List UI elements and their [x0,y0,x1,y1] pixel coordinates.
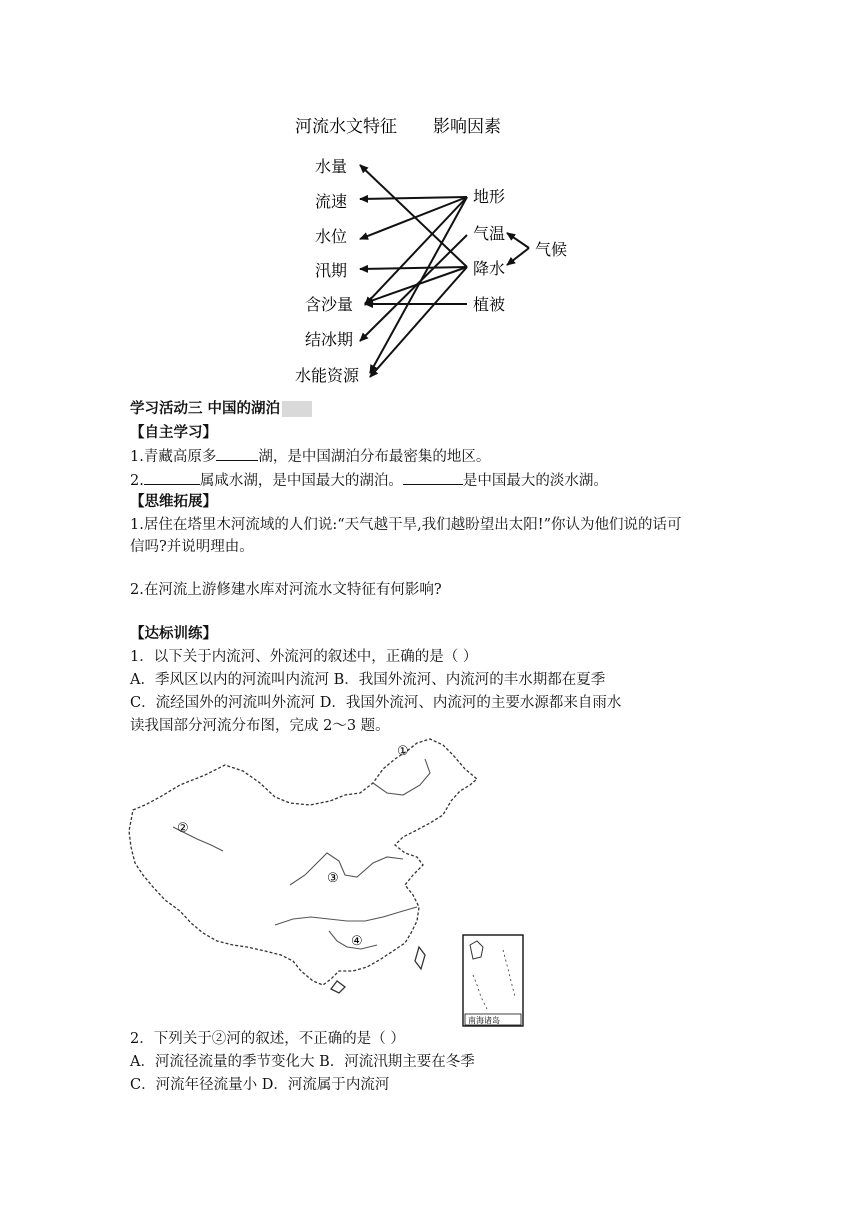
training-q2: 2．下列关于②河的叙述，不正确的是（ ） [130,1031,405,1047]
river-marker-3: ③ [327,871,339,886]
self-study-q2: 2. 属咸水湖，是中国最大的湖泊。 是中国最大的淡水湖。 [130,470,608,491]
answer-blank[interactable] [403,470,463,485]
thinking-header: 【思维拓展】 [130,494,217,510]
factor-label: 气温 [473,224,506,243]
feature-label: 水量 [315,157,348,176]
south-china-sea-inset [463,935,523,1026]
feature-label: 结冰期 [305,330,354,349]
hydrology-diagram [285,105,590,395]
diagram-header-factors: 影响因素 [433,117,501,137]
thinking-q1-line2: 信吗?并说明理由。 [130,539,254,555]
climate-label: 气候 [535,240,568,259]
title-shade [282,401,312,417]
inset-label: 南海诸岛 [468,1016,500,1025]
feature-label: 含沙量 [305,295,354,314]
factor-label: 植被 [473,295,506,314]
map-intro: 读我国部分河流分布图，完成 2～3 题。 [130,718,390,734]
feature-label: 水位 [315,227,348,246]
self-study-q1: 1.青藏高原多 湖，是中国湖泊分布最密集的地区。 [130,446,490,467]
thinking-q2: 2.在河流上游修建水库对河流水文特征有何影响? [130,582,442,598]
answer-blank[interactable] [144,470,200,485]
river-lines [173,759,430,949]
diagram-header-features: 河流水文特征 [295,117,397,137]
river-marker-1: ① [397,744,409,759]
activity-title: 学习活动三 中国的湖泊 [130,399,312,419]
training-header: 【达标训练】 [130,626,217,642]
training-q2-options-ab: A．河流径流量的季节变化大 B．河流汛期主要在冬季 [130,1054,475,1070]
thinking-q1-line1: 1.居住在塔里木河流域的人们说:“天气越干旱,我们越盼望出太阳!”你认为他们说的话可 [130,517,682,533]
factor-label: 地形 [473,187,506,206]
training-q1-options-ab: A．季风区以内的河流叫内流河 B．我国外流河、内流河的丰水期都在夏季 [130,672,606,688]
training-q1-options-cd: C．流经国外的河流叫外流河 D．我国外流河、内流河的主要水源都来自雨水 [130,695,622,711]
answer-blank[interactable] [216,446,258,461]
training-q1: 1．以下关于内流河、外流河的叙述中，正确的是（ ） [130,649,478,665]
river-marker-2: ② [177,821,189,836]
country-outline [129,739,477,993]
feature-label: 流速 [315,192,348,211]
factor-label: 降水 [473,259,506,278]
river-marker-4: ④ [351,934,363,949]
self-study-header: 【自主学习】 [130,425,217,441]
feature-label: 水能资源 [295,366,360,385]
training-q2-options-cd: C．河流年径流量小 D．河流属于内流河 [130,1077,390,1093]
china-river-map [125,735,530,1030]
feature-label: 汛期 [315,261,348,280]
